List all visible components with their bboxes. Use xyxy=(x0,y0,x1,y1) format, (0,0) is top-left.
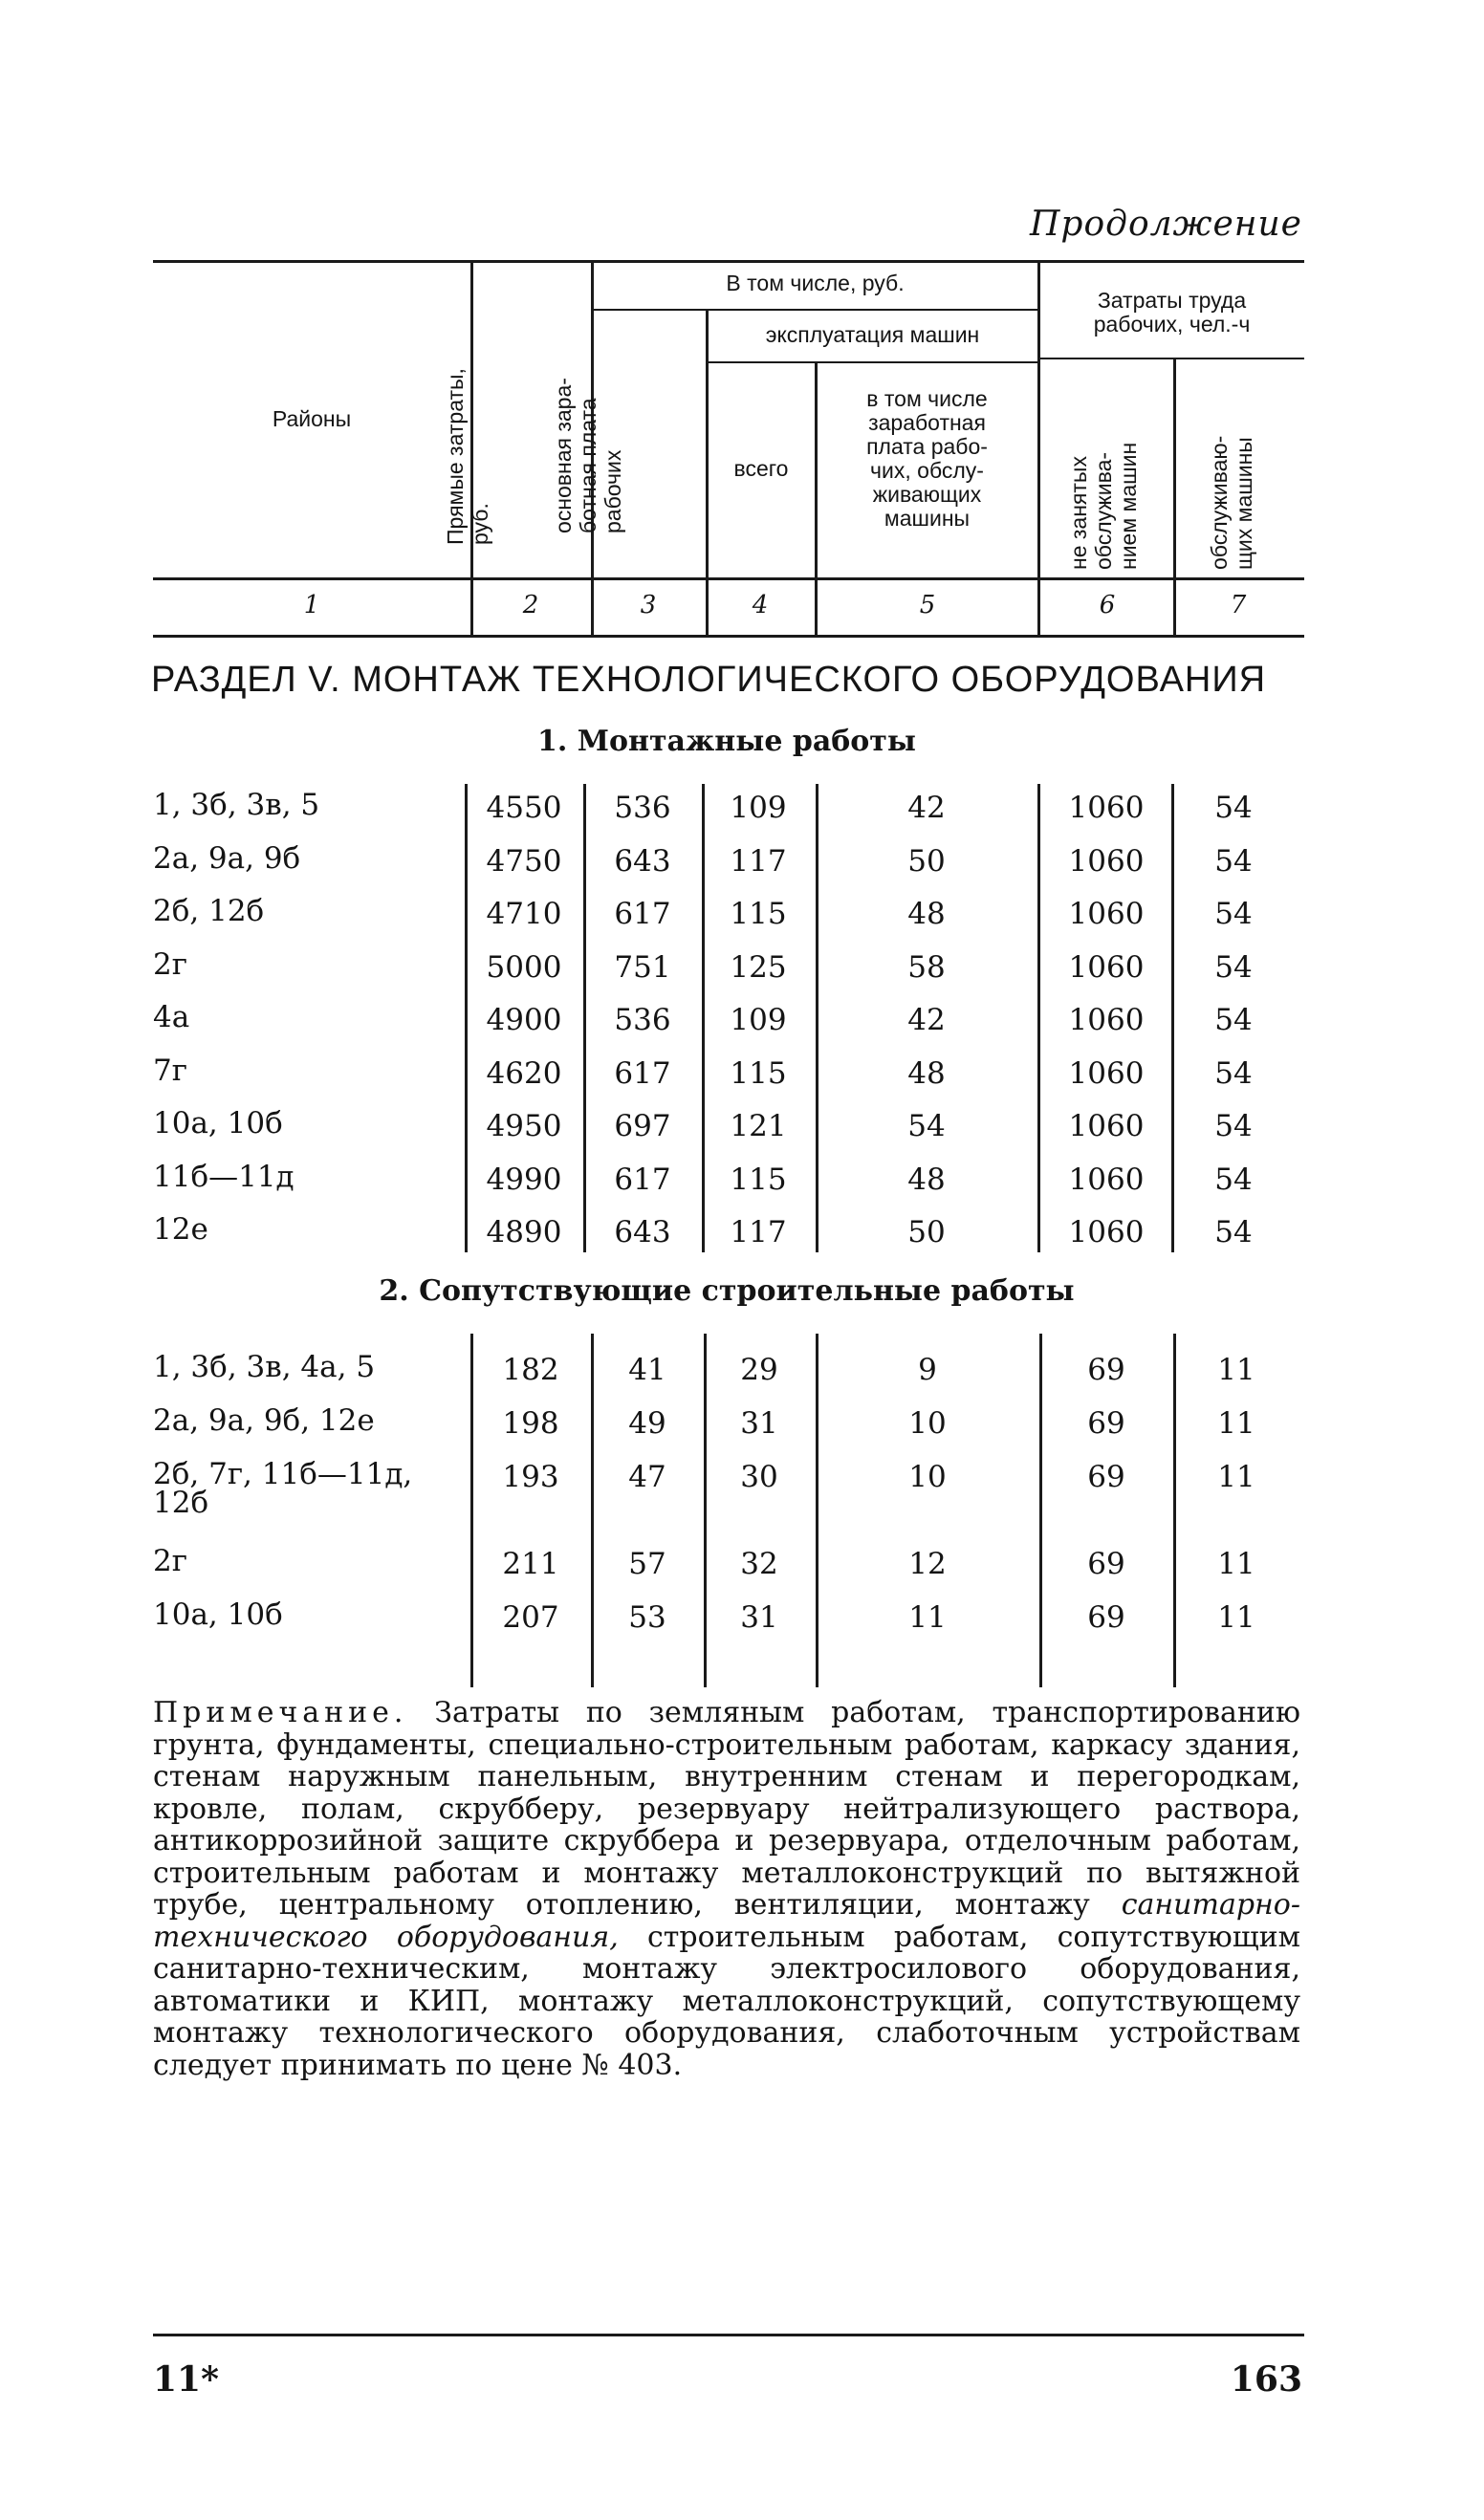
row-cell: 536 xyxy=(614,791,671,825)
colnum-vline xyxy=(470,579,473,635)
row-cell: 30 xyxy=(740,1460,778,1494)
row-cell: 115 xyxy=(730,1162,787,1197)
row-region: 2г xyxy=(153,946,187,982)
row-cell: 697 xyxy=(614,1109,671,1143)
row-cell: 57 xyxy=(628,1547,666,1581)
row-cell: 751 xyxy=(614,949,671,985)
row-cell: 54 xyxy=(1214,1215,1253,1249)
row-cell: 643 xyxy=(614,1215,671,1249)
row-cell: 48 xyxy=(907,1162,946,1197)
note-text: Затраты по земляным работам, транспортированию грунта, фундаменты, специально-строительным работам, каркасу здания, стенам наружным панельным, внутренним стенам и перегородкам, кровле, полам, скрубберу, резервуару нейтрализующего раствора, антикоррозийной защите скруббера и резервуара, отделочным работам, строительным работам и монтажу металлоконструкций по вытяжной трубе, центральному отоплению, вентиляции, монтажу xyxy=(153,1696,1300,1922)
row-cell: 109 xyxy=(730,791,787,825)
col-number: 5 xyxy=(919,591,936,619)
header-rule xyxy=(593,309,1037,311)
row-cell: 11 xyxy=(1217,1547,1255,1581)
row-cell: 109 xyxy=(730,1003,787,1037)
row-cell: 49 xyxy=(628,1406,666,1441)
row-region: 2а, 9а, 9б, 12е xyxy=(153,1403,375,1438)
col-number: 2 xyxy=(522,591,539,619)
row-cell: 69 xyxy=(1087,1406,1125,1441)
header-regions: Районы xyxy=(272,406,352,431)
row-cell: 54 xyxy=(1214,791,1253,825)
col-number: 3 xyxy=(640,591,657,619)
row-region: 2б, 7г, 11б—11д, 12б xyxy=(153,1457,413,1520)
row-cell: 29 xyxy=(740,1353,778,1387)
header-bottom-rule xyxy=(153,577,1304,580)
header-basic-wages: основная зара- ботная плата рабочих xyxy=(551,378,625,533)
header-rule xyxy=(708,361,1037,363)
row-cell: 41 xyxy=(628,1353,666,1387)
row-cell: 54 xyxy=(1214,1003,1253,1037)
row-cell: 4750 xyxy=(486,843,562,879)
row-cell: 4900 xyxy=(486,1003,562,1037)
row-cell: 32 xyxy=(740,1547,778,1581)
row-cell: 69 xyxy=(1087,1460,1125,1494)
colnum-vline xyxy=(1173,579,1176,635)
header-machine-serving: обслуживаю- щих машины xyxy=(1207,435,1256,570)
row-cell: 5000 xyxy=(486,949,562,985)
row-cell: 115 xyxy=(730,1055,787,1091)
colnum-bottom-rule xyxy=(153,635,1304,638)
subsection-title-installation: 1. Монтажные работы xyxy=(537,725,916,758)
col-number: 1 xyxy=(303,591,320,619)
row-cell: 193 xyxy=(502,1460,559,1494)
row-cell: 69 xyxy=(1087,1353,1125,1387)
row-cell: 11 xyxy=(908,1600,947,1635)
row-cell: 48 xyxy=(907,1055,946,1091)
body-vline xyxy=(1039,1334,1042,1687)
row-cell: 50 xyxy=(907,1215,946,1249)
row-cell: 182 xyxy=(502,1353,559,1387)
note-text-end: строительным работам, сопутствующим санитарно-техническим, монтажу электросилового оборудования, автоматики и КИП, монтажу металлоконструкций, сопутствующему монтажу технологического оборудования, слаботочным устройствам следует принимать по цене № 403. xyxy=(153,1920,1300,2082)
row-cell: 1060 xyxy=(1068,1109,1145,1143)
row-cell: 53 xyxy=(628,1600,666,1635)
row-region: 10а, 10б xyxy=(153,1106,283,1141)
row-cell: 54 xyxy=(1214,949,1253,985)
body-vline xyxy=(1173,1334,1176,1687)
row-cell: 117 xyxy=(730,1215,787,1249)
row-cell: 10 xyxy=(908,1460,947,1494)
row-cell: 54 xyxy=(907,1109,946,1143)
row-cell: 617 xyxy=(614,1162,671,1197)
subsection-title-construction: 2. Сопутствующие строительные работы xyxy=(379,1274,1075,1308)
row-cell: 1060 xyxy=(1068,897,1145,931)
header-machine-operation: эксплуатация машин xyxy=(765,322,980,347)
row-cell: 4620 xyxy=(486,1055,562,1091)
row-cell: 198 xyxy=(502,1406,559,1441)
row-cell: 4950 xyxy=(486,1109,562,1143)
header-wages-machine-workers: в том числе заработная плата рабо- чих, обслу- живающих машины xyxy=(866,386,988,531)
row-region: 11б—11д xyxy=(153,1159,295,1194)
row-cell: 42 xyxy=(907,791,946,825)
body-vline xyxy=(1171,784,1174,1252)
row-cell: 617 xyxy=(614,1055,671,1091)
row-cell: 69 xyxy=(1087,1547,1125,1581)
row-cell: 1060 xyxy=(1068,1215,1145,1249)
row-cell: 9 xyxy=(918,1353,937,1387)
row-cell: 617 xyxy=(614,897,671,931)
row-cell: 48 xyxy=(907,897,946,931)
header-total: всего xyxy=(733,456,789,481)
header-top-rule xyxy=(153,260,1304,263)
header-not-machine: не занятых обслужива- нием машин xyxy=(1066,442,1141,570)
row-cell: 11 xyxy=(1217,1600,1255,1635)
row-cell: 1060 xyxy=(1068,1055,1145,1091)
row-cell: 121 xyxy=(730,1109,787,1143)
row-region: 10а, 10б xyxy=(153,1597,283,1632)
row-cell: 1060 xyxy=(1068,843,1145,879)
row-cell: 54 xyxy=(1214,1109,1253,1143)
col-number: 7 xyxy=(1230,591,1247,619)
note-label: Примечание. xyxy=(153,1696,408,1729)
colnum-vline xyxy=(815,579,818,635)
body-vline xyxy=(1037,784,1040,1252)
continuation-label: Продолжение xyxy=(1030,205,1302,244)
row-cell: 54 xyxy=(1214,897,1253,931)
row-cell: 4550 xyxy=(486,791,562,825)
row-cell: 4990 xyxy=(486,1162,562,1197)
colnum-vline xyxy=(1037,579,1040,635)
row-cell: 1060 xyxy=(1068,1003,1145,1037)
header-vline xyxy=(1173,359,1176,577)
row-cell: 1060 xyxy=(1068,1162,1145,1197)
header-direct-costs: Прямые затраты, руб. xyxy=(443,368,492,545)
row-cell: 50 xyxy=(907,843,946,879)
row-cell: 12 xyxy=(908,1547,947,1581)
row-cell: 1060 xyxy=(1068,949,1145,985)
row-cell: 117 xyxy=(730,843,787,879)
row-cell: 4890 xyxy=(486,1215,562,1249)
row-cell: 54 xyxy=(1214,1162,1253,1197)
row-cell: 1060 xyxy=(1068,791,1145,825)
row-cell: 643 xyxy=(614,843,671,879)
header-vline xyxy=(706,311,709,577)
footer-signature: 11* xyxy=(153,2359,219,2400)
row-region: 4а xyxy=(153,1000,190,1034)
row-region: 1, 3б, 3в, 4а, 5 xyxy=(153,1350,376,1384)
row-cell: 536 xyxy=(614,1003,671,1037)
row-cell: 31 xyxy=(740,1406,778,1441)
row-cell: 54 xyxy=(1214,843,1253,879)
row-cell: 11 xyxy=(1217,1353,1255,1387)
row-region: 2г xyxy=(153,1544,187,1578)
row-region: 2б, 12б xyxy=(153,894,265,928)
row-cell: 115 xyxy=(730,897,787,931)
colnum-vline xyxy=(706,579,709,635)
colnum-vline xyxy=(591,579,594,635)
row-cell: 125 xyxy=(730,949,787,985)
row-cell: 58 xyxy=(907,949,946,985)
row-cell: 31 xyxy=(740,1600,778,1635)
row-region: 7г xyxy=(153,1053,187,1088)
row-cell: 54 xyxy=(1214,1055,1253,1091)
footer-rule xyxy=(153,2334,1304,2336)
section-title: РАЗДЕЛ V. МОНТАЖ ТЕХНОЛОГИЧЕСКОГО ОБОРУДОВАНИЯ xyxy=(151,660,1267,700)
row-region: 1, 3б, 3в, 5 xyxy=(153,788,320,822)
page-number: 163 xyxy=(1230,2359,1302,2400)
col-number: 6 xyxy=(1099,591,1116,619)
note-italic: санитарно-технического оборудования, xyxy=(153,1888,1300,1954)
row-cell: 211 xyxy=(502,1547,559,1581)
row-cell: 207 xyxy=(502,1600,559,1635)
note-paragraph xyxy=(153,1697,1300,2081)
row-region: 12е xyxy=(153,1212,208,1247)
row-cell: 4710 xyxy=(486,897,562,931)
header-labor: Затраты труда рабочих, чел.-ч xyxy=(1093,288,1251,337)
header-including: В том числе, руб. xyxy=(726,271,905,295)
row-cell: 47 xyxy=(628,1460,666,1494)
body-vline xyxy=(816,784,818,1252)
row-cell: 42 xyxy=(907,1003,946,1037)
row-cell: 10 xyxy=(908,1406,947,1441)
col-number: 4 xyxy=(752,591,769,619)
row-cell: 11 xyxy=(1217,1406,1255,1441)
row-region: 2а, 9а, 9б xyxy=(153,840,301,876)
row-cell: 11 xyxy=(1217,1460,1255,1494)
row-cell: 69 xyxy=(1087,1600,1125,1635)
